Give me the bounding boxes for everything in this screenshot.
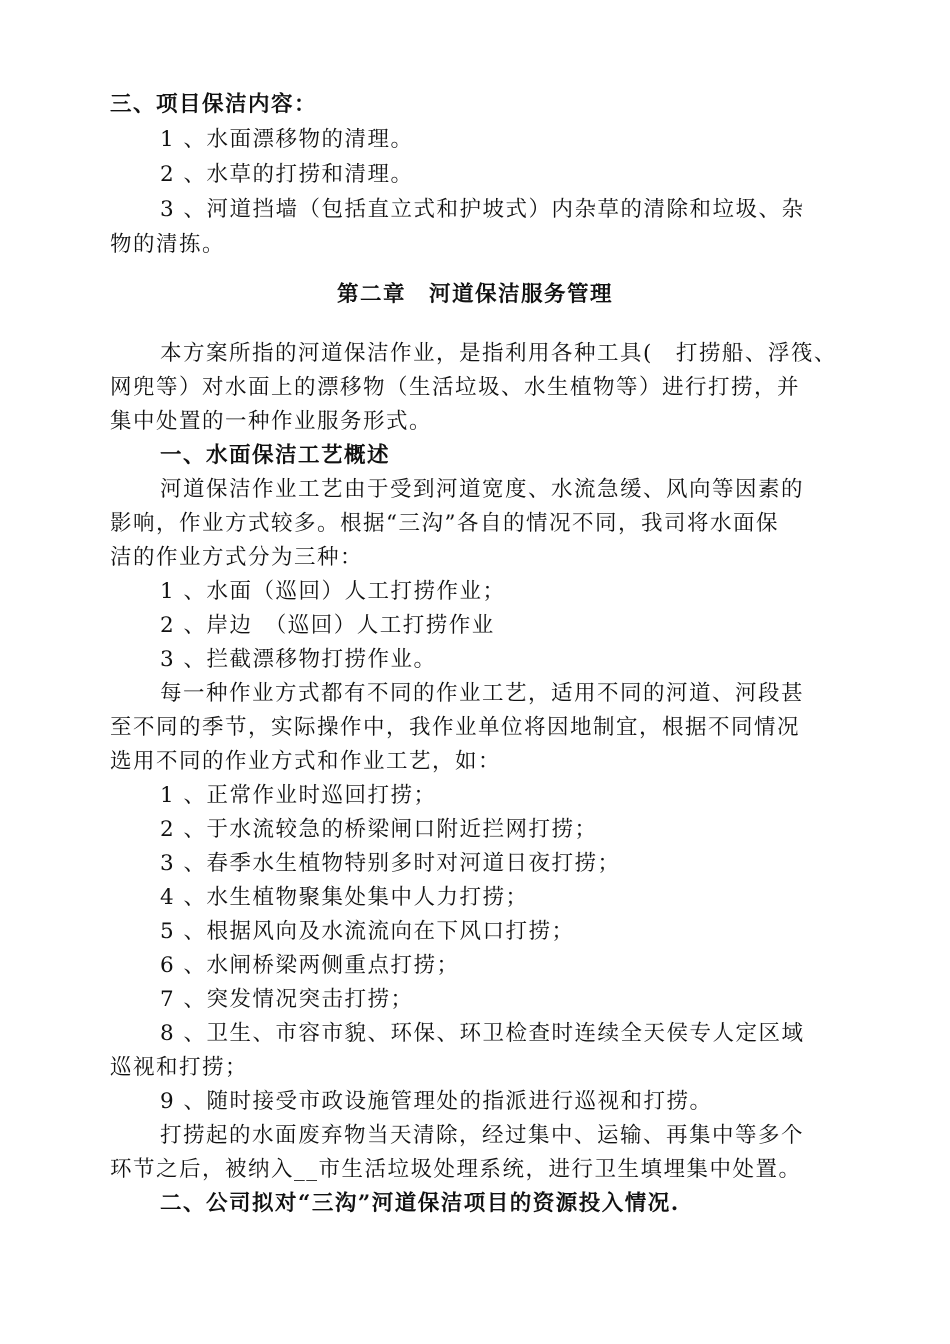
paragraph-line: 环节之后，被纳入__市生活垃圾处理系统，进行卫生填埋集中处置。	[110, 1157, 802, 1182]
list-item: 2 、水草的打捞和清理。	[160, 162, 414, 187]
list-item-continuation: 物的清拣。	[110, 232, 226, 257]
section-heading: 一、水面保洁工艺概述	[160, 443, 391, 468]
list-item: 3 、拦截漂移物打捞作业。	[160, 647, 437, 672]
list-item: 9 、随时接受市政设施管理处的指派进行巡视和打捞。	[160, 1089, 713, 1114]
paragraph-line: 河道保洁作业工艺由于受到河道宽度、水流急缓、风向等因素的	[160, 477, 805, 502]
paragraph-line: 至不同的季节，实际操作中，我作业单位将因地制宜，根据不同情况	[110, 715, 801, 740]
section-heading: 二、公司拟对“三沟”河道保洁项目的资源投入情况.	[160, 1191, 680, 1216]
list-item: 5 、根据风向及水流流向在下风口打捞；	[160, 919, 575, 944]
chapter-title: 第二章 河道保洁服务管理	[336, 282, 613, 307]
paragraph-line: 每一种作业方式都有不同的作业工艺，适用不同的河道、河段甚	[160, 681, 805, 706]
list-item: 2 、于水流较急的桥梁闸口附近拦网打捞；	[160, 817, 598, 842]
paragraph-line: 选用不同的作业方式和作业工艺，如：	[110, 749, 502, 774]
paragraph-line: 影响，作业方式较多。根据“三沟”各自的情况不同，我司将水面保	[110, 511, 779, 536]
list-item: 6 、水闸桥梁两侧重点打捞；	[160, 953, 460, 978]
list-item: 4 、水生植物聚集处集中人力打捞；	[160, 885, 529, 910]
list-item: 1 、水面漂移物的清理。	[160, 127, 414, 152]
list-item: 1 、水面（巡回）人工打捞作业；	[160, 579, 506, 604]
section-heading: 三、项目保洁内容：	[110, 92, 318, 117]
list-item-continuation: 巡视和打捞；	[110, 1055, 249, 1080]
paragraph-line: 打捞起的水面废弃物当天清除，经过集中、运输、再集中等多个	[160, 1123, 805, 1148]
list-item: 3 、河道挡墙（包括直立式和护坡式）内杂草的清除和垃圾、杂	[160, 197, 805, 222]
list-item: 8 、卫生、市容市貌、环保、环卫检查时连续全天侯专人定区域	[160, 1021, 805, 1046]
list-item: 2 、岸边 （巡回）人工打捞作业	[160, 613, 495, 638]
paragraph-line: 洁的作业方式分为三种：	[110, 545, 364, 570]
paragraph-line: 集中处置的一种作业服务形式。	[110, 409, 433, 434]
list-item: 3 、春季水生植物特别多时对河道日夜打捞；	[160, 851, 621, 876]
list-item: 1 、正常作业时巡回打捞；	[160, 783, 437, 808]
paragraph-line: 网兜等）对水面上的漂移物（生活垃圾、水生植物等）进行打捞，并	[110, 375, 801, 400]
paragraph-line: 本方案所指的河道保洁作业，是指利用各种工具( 打捞船、浮筏、	[160, 341, 837, 366]
list-item: 7 、突发情况突击打捞；	[160, 987, 414, 1012]
